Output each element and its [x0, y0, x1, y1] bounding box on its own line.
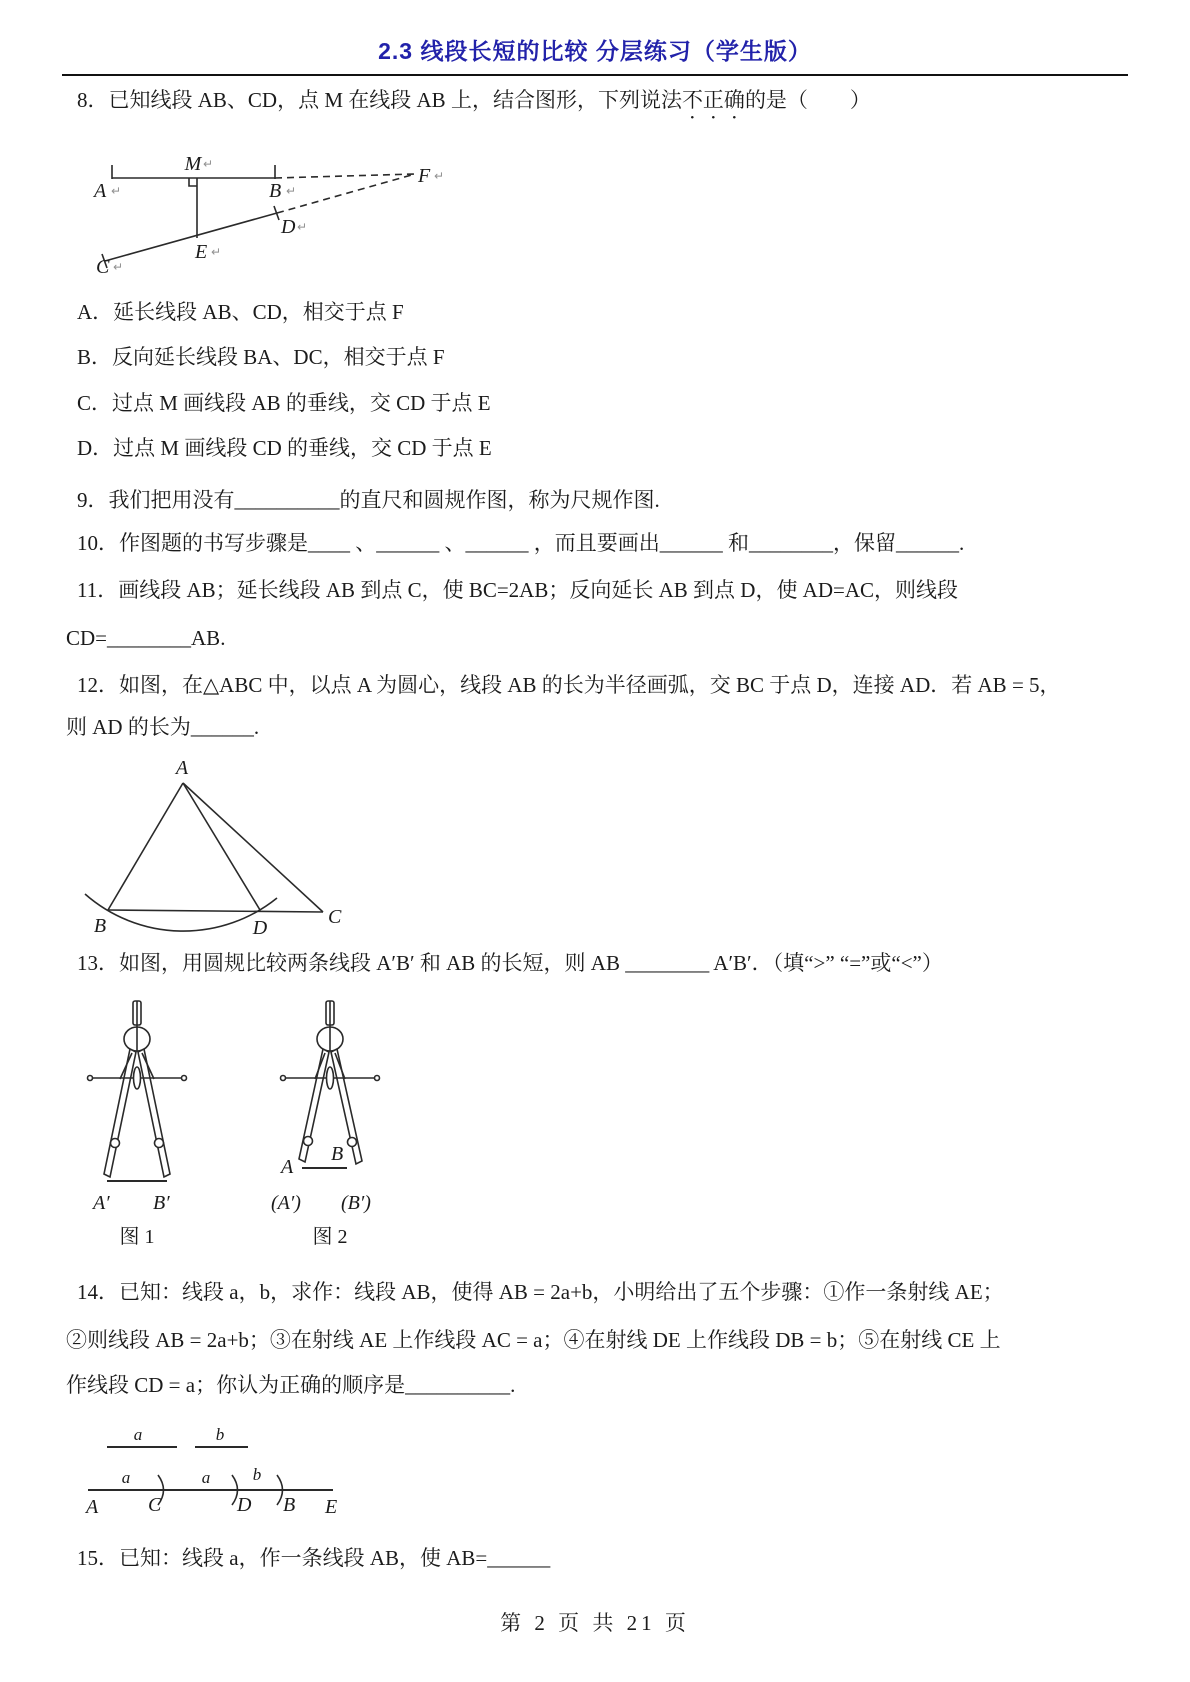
question-12-text: 12．如图，在△ABC 中，以点 A 为圆心，线段 AB 的长为半径画弧，交 BC 于点 D，连接 AD．若 AB = 5，	[77, 673, 1061, 697]
point-label-m: M	[184, 153, 202, 175]
question-13-text: 13．如图，用圆规比较两条线段 A′B′ 和 AB 的长短，则 AB ________ A′B′．（填“>” “=”或“<”）	[77, 951, 943, 975]
compass-left-leg	[104, 1049, 136, 1177]
point-label-f: F	[418, 165, 431, 187]
q8-option-b: B．反向延长线段 BA、DC，相交于点 F	[77, 345, 445, 369]
point-label-c: C	[148, 1494, 162, 1516]
question-11-text: 11．画线段 AB；延长线段 AB 到点 C，使 BC=2AB；反向延长 AB 到点 D，使 AD=AC，则线段	[77, 578, 959, 602]
point-label-b: B	[283, 1494, 296, 1516]
question-10-text: 10．作图题的书写步骤是____ 、______ 、______ ，而且要画出______ 和________，保留______.	[77, 531, 965, 555]
length-label-a2: a	[201, 1468, 211, 1487]
compass-left-leg	[299, 1049, 329, 1162]
question-8-figure	[85, 145, 445, 278]
return-mark: ↵	[203, 157, 214, 171]
segment-b-label: b	[215, 1425, 225, 1444]
figure-2-caption: 图 2	[312, 1226, 348, 1248]
return-mark: ↵	[297, 220, 308, 234]
crossbar-end	[375, 1076, 380, 1081]
segment-ad	[183, 783, 260, 910]
label-a-prime: A′	[93, 1192, 110, 1214]
page-number: 第 2 页 共 21 页	[500, 1611, 690, 1635]
compass-figure-2	[271, 1001, 380, 1248]
label-b: B	[331, 1143, 344, 1165]
triangle-side-bc	[108, 910, 323, 912]
q8-option-c: C．过点 M 画线段 AB 的垂线，交 CD 于点 E	[77, 391, 491, 415]
compass-screw	[134, 1067, 141, 1089]
question-15-text: 15．已知：线段 a，作一条线段 AB，使 AB=______	[77, 1546, 551, 1570]
right-angle-mark	[189, 178, 197, 186]
header-divider	[62, 74, 1128, 76]
compass-screw	[327, 1067, 334, 1089]
compass-figure-1	[88, 1001, 187, 1248]
crossbar-end	[88, 1076, 93, 1081]
q8-text-after: 的是（ ）	[744, 88, 871, 112]
dashed-bf	[275, 174, 415, 178]
q8-option-a: A．延长线段 AB、CD，相交于点 F	[77, 300, 404, 324]
dashed-df	[277, 174, 415, 213]
point-label-d: D	[252, 917, 268, 939]
point-label-e: E	[325, 1496, 338, 1518]
crossbar-end	[281, 1076, 286, 1081]
return-mark: ↵	[211, 245, 222, 259]
point-label-a: A	[175, 757, 189, 779]
leg-joint	[304, 1137, 313, 1146]
point-label-d: D	[237, 1494, 252, 1516]
triangle-side-ab	[108, 783, 183, 910]
leg-joint	[348, 1138, 357, 1147]
return-mark: ↵	[113, 260, 124, 274]
question-14-figure	[80, 1425, 360, 1525]
return-mark: ↵	[434, 169, 445, 183]
point-label-b: B	[269, 180, 282, 202]
q8-text-before: 8．已知线段 AB、CD，点 M 在线段 AB 上，结合图形，下列说法	[77, 88, 682, 112]
return-mark: ↵	[286, 184, 297, 198]
label-b-prime: B′	[153, 1192, 170, 1214]
point-label-a: A	[86, 1496, 99, 1518]
question-9-text: 9．我们把用没有__________的直尺和圆规作图，称为尺规作图.	[77, 488, 660, 512]
question-12-text-cont: 则 AD 的长为______.	[66, 715, 260, 739]
compass-right-leg	[138, 1049, 170, 1177]
figure-1-caption: 图 1	[119, 1226, 155, 1248]
q8-text-emphasis: 不正确	[681, 88, 745, 112]
triangle-side-ac	[183, 783, 323, 912]
leg-joint	[155, 1139, 164, 1148]
length-label-b: b	[252, 1465, 262, 1484]
question-11-text-cont: CD=________AB.	[66, 626, 226, 650]
point-label-a: A	[94, 180, 107, 202]
point-label-c: C	[96, 256, 110, 278]
segment-a-label: a	[133, 1425, 143, 1444]
crossbar-end	[182, 1076, 187, 1081]
label-b-prime-paren: (B′)	[341, 1192, 371, 1214]
label-a: A	[281, 1156, 294, 1178]
question-14-text-cont2: 作线段 CD = a；你认为正确的顺序是__________.	[66, 1373, 516, 1397]
segment-cd	[105, 213, 277, 261]
question-13-figure	[75, 995, 415, 1255]
point-label-e: E	[195, 241, 208, 263]
question-12-figure	[70, 752, 360, 944]
page-title: 2.3 线段长短的比较 分层练习（学生版）	[378, 38, 812, 64]
return-mark: ↵	[111, 184, 122, 198]
q8-option-d: D．过点 M 画线段 CD 的垂线，交 CD 于点 E	[77, 436, 492, 460]
point-label-b: B	[93, 915, 107, 937]
question-8-text	[77, 85, 871, 124]
point-label-c: C	[328, 906, 342, 928]
label-a-prime-paren: (A′)	[271, 1192, 301, 1214]
length-label-a1: a	[121, 1468, 131, 1487]
point-label-d: D	[281, 216, 296, 238]
question-14-text-cont1: ②则线段 AB = 2a+b；③在射线 AE 上作线段 AC = a；④在射线 DE 上作线段 DB = b；⑤在射线 CE 上	[66, 1328, 1001, 1352]
leg-joint	[111, 1139, 120, 1148]
question-14-text: 14．已知：线段 a，b，求作：线段 AB，使得 AB = 2a+b，小明给出了五个步骤：①作一条射线 AE；	[77, 1280, 1004, 1304]
